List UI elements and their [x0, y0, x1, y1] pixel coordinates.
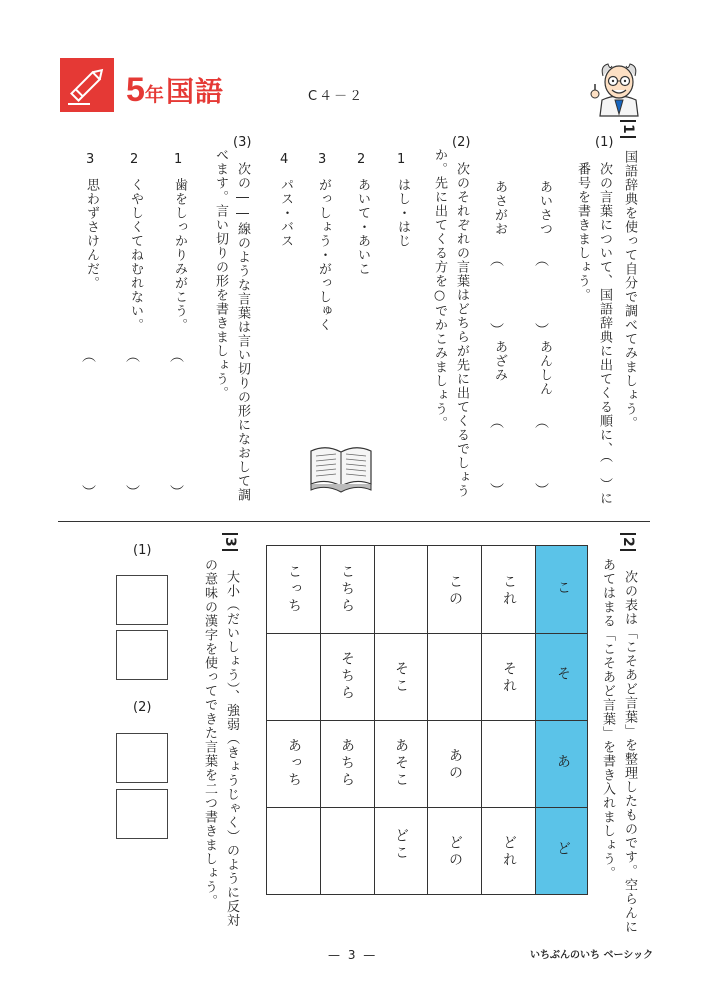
q1-sub2-item-1[interactable]: はし・はじ	[395, 178, 410, 248]
answer-paren-close: ︶	[535, 483, 549, 499]
table-cell-blank[interactable]	[391, 566, 411, 626]
q3-label-1: (1)	[133, 543, 152, 558]
q1-sub2-item-2[interactable]: あいて・あいこ	[355, 178, 370, 276]
answer-paren-close: ︶	[490, 323, 504, 339]
q1-sub1-instruction-1: 次の言葉について、国語辞典に出てくる順に、（ ）に	[597, 162, 612, 506]
answer-paren-open[interactable]: ︵	[170, 349, 184, 365]
q3-answer-box-2a[interactable]	[116, 733, 168, 783]
answer-paren-open[interactable]: ︵	[490, 415, 504, 431]
q1-sub1-item-1: あいさつ	[537, 180, 552, 236]
grade-suffix: 年	[144, 85, 164, 106]
table-cell: あの	[447, 748, 463, 782]
q1-sub1-item-2: あんしん	[537, 340, 552, 396]
pencil-icon	[60, 58, 114, 112]
section-divider	[58, 521, 650, 522]
table-cell: それ	[501, 661, 517, 695]
q1-sub3-instruction-1: 次の――線のような言葉は言い切りの形になおして調	[235, 162, 250, 502]
question-1-label: 1	[620, 120, 636, 138]
question-2-instruction-2: あてはまる「こそあど言葉」を書き入れましょう。	[600, 558, 615, 880]
answer-paren-close: ︶	[82, 485, 96, 501]
q1-sub1-item-4: あざみ	[492, 340, 507, 382]
table-cell-blank[interactable]	[284, 826, 304, 886]
answer-paren-close: ︶	[126, 485, 140, 501]
question-3-instruction-1: 大小（だいしょう）、強弱（きょうじゃく）のように反対	[224, 570, 239, 928]
subject-title: 国語	[165, 76, 224, 107]
answer-paren-open[interactable]: ︵	[490, 253, 504, 269]
q1-sub2-instruction-2: か。先に出てくる方を○でかこみましょう。	[432, 148, 447, 430]
q3-label-2: (2)	[133, 700, 152, 715]
answer-paren-close: ︶	[170, 485, 184, 501]
table-cell: どこ	[393, 828, 409, 862]
table-cell: これ	[501, 574, 517, 608]
q1-sub3-number: (3)	[233, 135, 252, 150]
table-cell: こちら	[339, 564, 355, 615]
q1-sub2-item-4-number: 4	[280, 152, 289, 167]
q1-sub1-instruction-2: 番号を書きましょう。	[575, 162, 590, 302]
q1-sub3-item-3-number: 3	[86, 152, 95, 167]
table-cell: こっち	[286, 564, 302, 615]
answer-paren-open[interactable]: ︵	[535, 253, 549, 269]
pencil-logo	[60, 58, 114, 112]
table-cell: そちら	[339, 651, 355, 702]
professor-icon	[588, 56, 650, 118]
q3-answer-box-2b[interactable]	[116, 789, 168, 839]
table-cell-blank[interactable]	[445, 656, 465, 716]
answer-paren-open[interactable]: ︵	[126, 349, 140, 365]
q1-sub3-item-2: くやしくてねむれない。	[128, 178, 143, 332]
grade-number: 5	[126, 71, 145, 109]
q3-answer-box-1a[interactable]	[116, 575, 168, 625]
question-3-instruction-2: の意味の漢字を使ってできた言葉を二つ書きましょう。	[202, 558, 217, 908]
table-header-a: あ	[555, 754, 571, 771]
table-header-do: ど	[555, 841, 571, 858]
worksheet-code: C４－２	[308, 89, 365, 104]
answer-paren-close: ︶	[490, 483, 504, 499]
table-cell: あちら	[339, 738, 355, 789]
dictionary-illustration	[306, 436, 376, 496]
question-2-instruction-1: 次の表は「こそあど言葉」を整理したものです。空らんに	[622, 570, 637, 934]
table-cell: あそこ	[393, 738, 409, 789]
q1-sub2-item-1-number: 1	[397, 152, 406, 167]
table-cell: この	[447, 574, 463, 608]
grade-subject-title	[126, 70, 224, 110]
table-cell: どの	[447, 835, 463, 869]
page-number: — 3 —	[328, 948, 378, 962]
question-2-label: 2	[620, 533, 636, 551]
q1-sub2-item-3[interactable]: がっしょう・がっしゅく	[316, 178, 331, 332]
q1-sub1-number: (1)	[595, 135, 614, 150]
q1-sub3-item-1: 歯をしっかりみがこう。	[172, 178, 187, 332]
answer-paren-close: ︶	[535, 323, 549, 339]
table-cell: どれ	[501, 835, 517, 869]
open-book-icon	[306, 436, 376, 496]
q1-sub1-item-3: あさがお	[492, 180, 507, 236]
table-cell: あっち	[286, 738, 302, 789]
table-cell-blank[interactable]	[284, 656, 304, 716]
q1-sub2-number: (2)	[452, 135, 471, 150]
q1-sub3-item-3: 思わずさけんだ。	[84, 178, 99, 290]
answer-paren-open[interactable]: ︵	[535, 415, 549, 431]
q1-sub3-instruction-2: べます。言い切りの形を書きましょう。	[213, 148, 228, 400]
professor-illustration	[588, 56, 650, 118]
table-header-ko: こ	[555, 580, 571, 597]
question-3-label: 3	[222, 533, 238, 551]
q1-sub2-item-2-number: 2	[357, 152, 366, 167]
table-cell: そこ	[393, 661, 409, 695]
q1-sub2-instruction-1: 次のそれぞれの言葉はどちらが先に出てくるでしょう	[454, 162, 469, 498]
q1-sub3-item-2-number: 2	[130, 152, 139, 167]
series-brand: いちぶんのいち ベーシック	[530, 950, 654, 961]
q1-sub2-item-4[interactable]: パス・バス	[278, 178, 293, 248]
answer-paren-open[interactable]: ︵	[82, 349, 96, 365]
table-cell-blank[interactable]	[499, 746, 519, 806]
q1-sub3-item-1-number: 1	[174, 152, 183, 167]
q1-sub2-item-3-number: 3	[318, 152, 327, 167]
table-header-so: そ	[555, 666, 571, 683]
table-cell-blank[interactable]	[337, 826, 357, 886]
question-1-title: 国語辞典を使って自分で調べてみましょう。	[622, 150, 637, 430]
kosoado-table	[266, 545, 588, 895]
q3-answer-box-1b[interactable]	[116, 630, 168, 680]
